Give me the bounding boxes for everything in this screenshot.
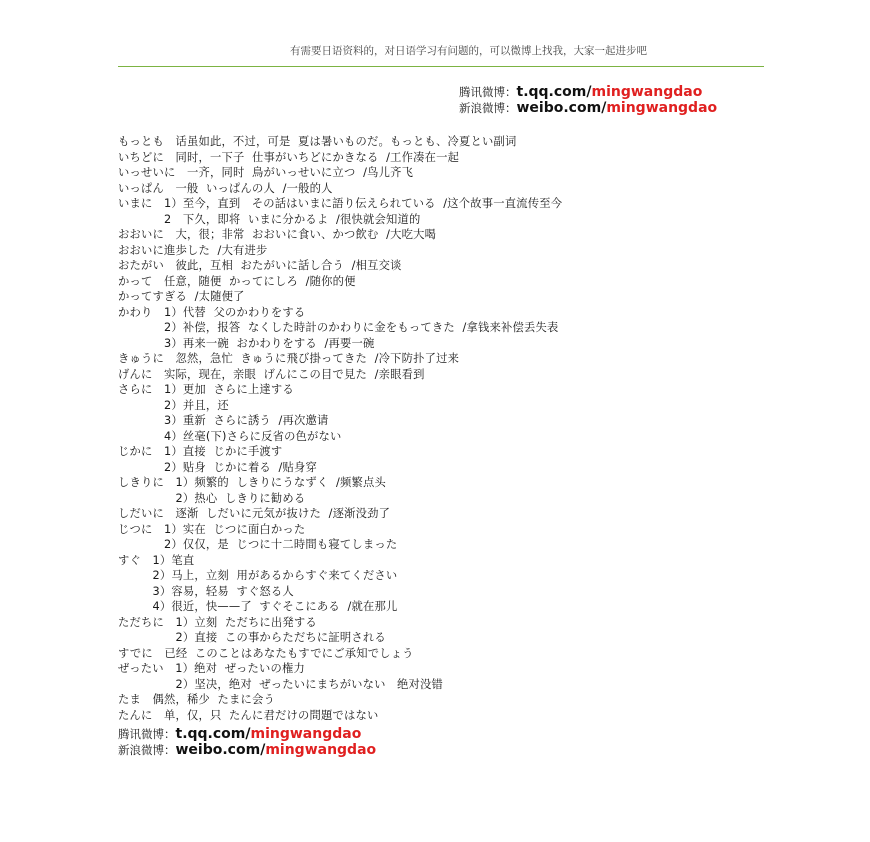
- contact-qq-bottom: [118, 726, 361, 742]
- vocab-line: たま 偶然，稀少 たまに会う: [118, 693, 276, 706]
- vocab-line: おおいに進歩した /大有进步: [118, 243, 268, 257]
- vocab-line: かわり 1）代替 父のかわりをする: [118, 305, 306, 319]
- vocab-line: すぐ 1）笔直: [118, 553, 195, 567]
- vocab-line: 2）贴身 じかに着る /贴身穿: [118, 460, 318, 474]
- contact-user[interactable]: mingwangdao: [591, 84, 703, 100]
- contact-weibo-bottom: [118, 742, 376, 758]
- vocab-line: げんに 实际，现在，亲眼 げんにこの目で見た /亲眼看到: [118, 367, 425, 381]
- vocab-line: ぜったい 1）绝对 ぜったいの権力: [118, 662, 305, 675]
- contact-label: 腾讯微博：: [459, 85, 517, 99]
- contact-user[interactable]: mingwangdao: [265, 742, 377, 758]
- contact-user[interactable]: mingwangdao: [250, 726, 362, 742]
- header-rule: [118, 66, 764, 67]
- contact-label: 腾讯微博：: [118, 727, 176, 741]
- contact-site[interactable]: weibo.com/: [175, 742, 266, 758]
- vocab-line: いっせいに 一齐，同时 鳥がいっせいに立つ /鸟儿齐飞: [118, 166, 414, 179]
- vocab-line: 4）很近，快——了 すぐそこにある /就在那儿: [118, 600, 398, 613]
- vocab-line: おたがい 彼此，互相 おたがいに話し合う /相互交谈: [118, 259, 402, 272]
- vocab-line: 2）仅仅，是 じつに十二時間も寝てしまった: [118, 538, 398, 551]
- contact-qq-top: [459, 84, 702, 100]
- vocab-line: かってすぎる /太随便了: [118, 290, 245, 303]
- vocab-line: 2）坚决，绝对 ぜったいにまちがいない 绝对没错: [118, 677, 444, 691]
- vocab-line: 2）马上，立刻 用があるからすぐ来てください: [118, 569, 398, 582]
- vocab-line: 2）并且，还: [118, 398, 229, 412]
- vocab-line: 3）容易，轻易 すぐ怒る人: [118, 584, 294, 598]
- vocab-line: じかに 1）直接 じかに手渡す: [118, 445, 283, 458]
- contact-site[interactable]: t.qq.com/: [175, 726, 251, 742]
- vocab-line: きゅうに 忽然，急忙 きゅうに飛び掛ってきた /冷下防扑了过来: [118, 352, 460, 365]
- vocabulary-list: [118, 134, 738, 723]
- vocab-line: 2）补偿，报答 なくした時計のかわりに金をもってきた /拿钱来补偿丢失表: [118, 321, 559, 334]
- vocab-line: しだいに 逐渐 しだいに元気が抜けた /逐渐没劲了: [118, 507, 391, 520]
- vocab-line: おおいに 大，很；非常 おおいに食い、かつ飲む /大吃大喝: [118, 228, 437, 241]
- header-note: 有需要日语资料的，对日语学习有问题的，可以微博上找我，大家一起进步吧: [290, 45, 647, 57]
- vocab-line: 3）重新 さらに誘う /再次邀请: [118, 414, 329, 427]
- vocab-line: 2）直接 この事からただちに証明される: [118, 631, 386, 644]
- vocab-line: かって 任意，随便 かってにしろ /随你的便: [118, 274, 356, 288]
- contact-weibo-top: [459, 100, 717, 116]
- vocab-line: じつに 1）实在 じつに面白かった: [118, 522, 306, 536]
- vocab-line: 2 下久，即将 いまに分かるよ /很快就会知道的: [118, 212, 421, 226]
- vocab-line: 3）再来一碗 おかわりをする /再要一碗: [118, 336, 375, 350]
- contact-site[interactable]: weibo.com/: [516, 100, 607, 116]
- contact-label: 新浪微博：: [459, 101, 517, 115]
- vocab-line: いちどに 同时，一下子 仕事がいちどにかきなる /工作凑在一起: [118, 150, 460, 164]
- vocab-line: 4）丝毫(下)さらに反省の色がない: [118, 429, 342, 443]
- vocab-line: いっぱん 一般 いっぱんの人 /一般的人: [118, 181, 333, 195]
- contact-label: 新浪微博：: [118, 743, 176, 757]
- vocab-line: すでに 已经 このことはあなたもすでにご承知でしょう: [118, 646, 414, 660]
- vocab-line: ただちに 1）立刻 ただちに出発する: [118, 615, 317, 629]
- vocab-line: たんに 单，仅，只 たんに君だけの問題ではない: [118, 708, 379, 722]
- vocab-line: しきりに 1）频繁的 しきりにうなずく /频繁点头: [118, 476, 386, 489]
- contact-site[interactable]: t.qq.com/: [516, 84, 592, 100]
- contact-user[interactable]: mingwangdao: [606, 100, 718, 116]
- vocab-line: 2）热心 しきりに勧める: [118, 491, 306, 505]
- vocab-line: さらに 1）更加 さらに上達する: [118, 383, 294, 396]
- vocab-line: いまに 1）至今，直到 その話はいまに語り伝えられている /这个故事一直流传至今: [118, 197, 563, 210]
- vocab-line: もっとも 话虽如此，不过，可是 夏は暑いものだ。もっとも、冷夏とい副词: [118, 135, 517, 148]
